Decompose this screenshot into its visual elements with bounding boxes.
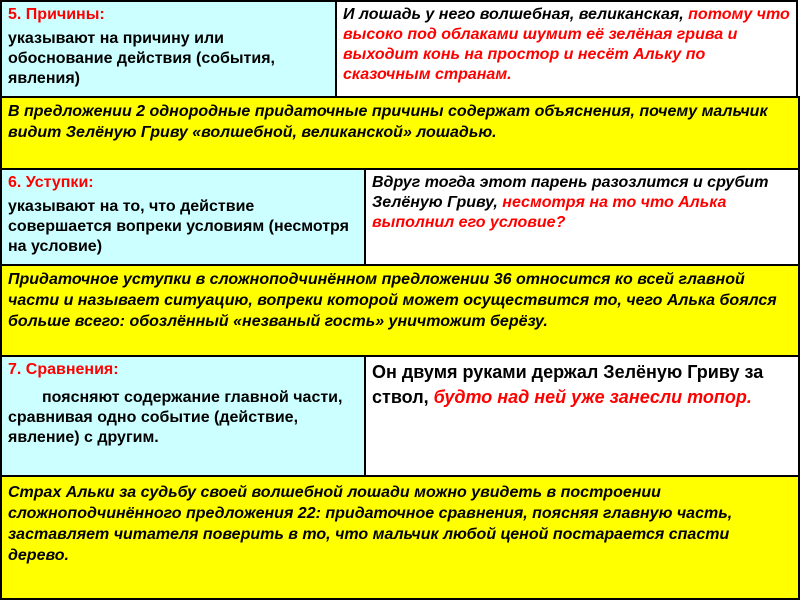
section-7-example-clause: будто над ней уже занесли топор. (433, 387, 752, 407)
section-5-definition-cell (0, 0, 337, 98)
section-6-definition-cell (0, 168, 366, 266)
section-5-explanation-cell (0, 96, 800, 170)
section-6-row (0, 168, 800, 266)
section-7-explanation: Страх Альки за судьбу своей волшебной лошади можно увидеть в построении сложноподчинённого предложения 22: придаточное сравнения, поясняя главную часть, заставляет читателя поверить в то, что мальчик любой ценой постарается спасти дерево. (8, 484, 733, 564)
section-5-explanation: В предложении 2 однородные придаточные причины содержат объяснения, почему мальчик видит Зелёную Гриву «волшебной, великанской» лошадью. (8, 103, 768, 141)
section-5-description: указывают на причину или обоснование действия (события, явления) (8, 30, 275, 87)
section-7-heading: 7. Сравнения: (8, 361, 119, 378)
section-6-example-cell (364, 168, 800, 266)
section-6-example (372, 174, 768, 231)
section-6-explanation-row (0, 264, 800, 357)
section-5-example-main: И лошадь у него волшебная, великанская, (343, 6, 689, 23)
section-7-description: поясняют содержание главной части, сравнивая одно событие (действие, явление) с другим. (8, 389, 343, 446)
section-7-example-main: Он двумя руками держал Зелёную Гриву за ствол, (372, 362, 764, 407)
section-5-explanation-row (0, 96, 800, 170)
section-7-explanation-cell (0, 475, 800, 600)
section-5-example-clause: потому что высоко под облаками шумит её зелёная грива и выходит конь на простор и несёт Альку по сказочным странам. (343, 6, 790, 83)
section-7-description-block (8, 388, 358, 448)
section-5-row (0, 0, 800, 98)
section-6-example-clause: несмотря на то что Алька выполнил его условие? (372, 194, 727, 231)
section-5-example (343, 6, 790, 83)
section-7-definition-cell (0, 355, 366, 477)
section-7-explanation-row (0, 475, 800, 600)
section-7-example-cell (364, 355, 800, 477)
section-6-heading: 6. Уступки: (8, 174, 94, 191)
section-5-example-cell (335, 0, 798, 98)
section-7-example (372, 362, 763, 407)
section-5-heading: 5. Причины: (8, 6, 105, 23)
section-7-row (0, 355, 800, 477)
section-6-explanation: Придаточное уступки в сложноподчинённом предложении 36 относится ко всей главной части и называет ситуацию, вопреки которой может осуществится то, чего Алька боялся больше всего: обозлённый «незваный гость» уничтожит берёзу. (8, 271, 777, 330)
section-6-explanation-cell (0, 264, 800, 357)
section-6-example-main: Вдруг тогда этот парень разозлится и срубит Зелёную Гриву, (372, 174, 769, 211)
section-6-description: указывают на то, что действие совершается вопреки условиям (несмотря на условие) (8, 198, 349, 255)
